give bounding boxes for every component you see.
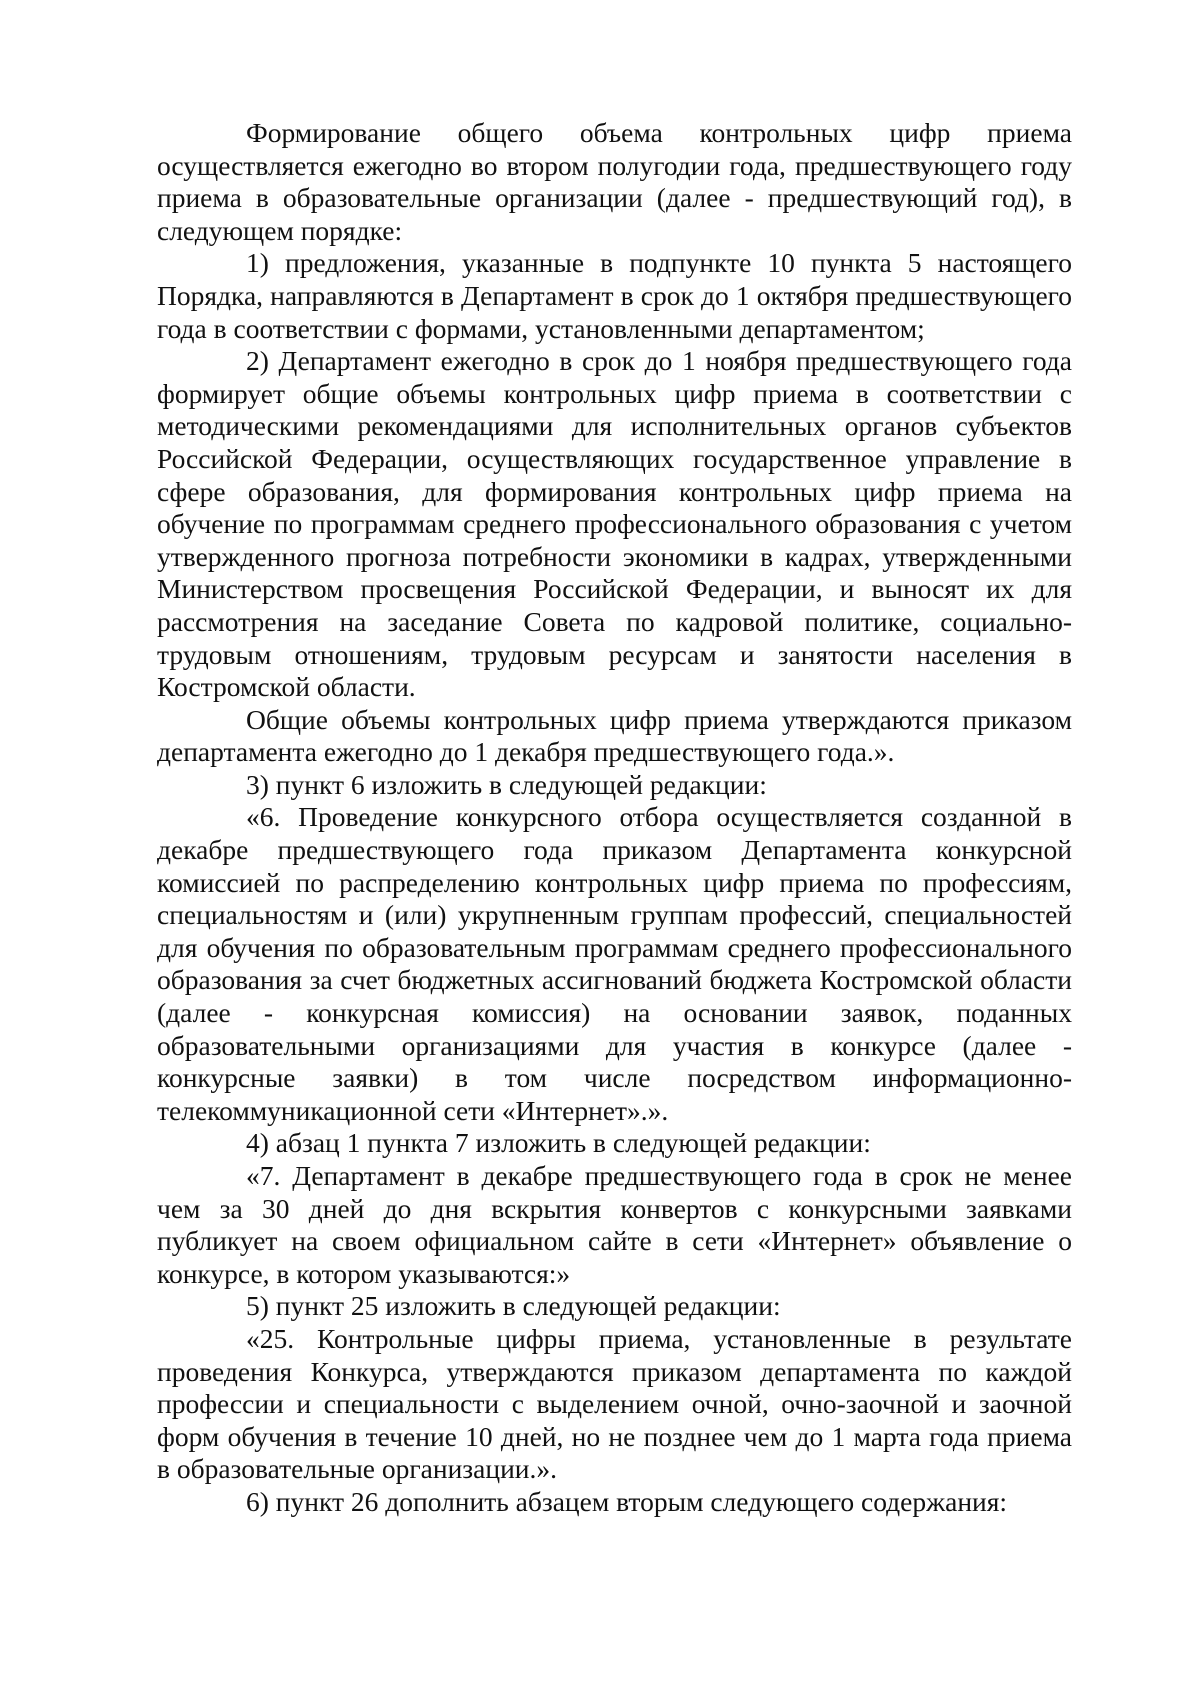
- document-body: [157, 117, 1072, 1519]
- paragraph-item-3: 3) пункт 6 изложить в следующей редакции:: [246, 768, 767, 800]
- paragraph-item-1: 1) предложения, указанные в подпункте 10 пункта 5 настоящего Порядка, направляются в Департамент в срок до 1 октября предшествующего года в соответствии с формами, установленными департаментом;: [157, 247, 1072, 344]
- paragraph-formation-order: Формирование общего объема контрольных цифр приема осуществляется ежегодно во втором полугодии года, предшествующего году приема в образовательные организации (далее - предшествующий год), в следующем порядке:: [157, 117, 1072, 246]
- paragraph-clause-6: «6. Проведение конкурсного отбора осуществляется созданной в декабре предшествующего года приказом Департамента конкурсной комиссией по распределению контрольных цифр приема по профессиям, специальностям и (или) укрупненным группам профессий, специальностей для обучения по образовательным программам среднего профессионального образования за счет бюджетных ассигнований бюджета Костромской области (далее - конкурсная комиссия) на основании заявок, поданных образовательными организациями для участия в конкурсе (далее - конкурсные заявки) в том числе посредством информационно-телекоммуникационной сети «Интернет».».: [157, 801, 1072, 1126]
- paragraph-item-2: 2) Департамент ежегодно в срок до 1 ноября предшествующего года формирует общие объемы контрольных цифр приема в соответствии с методическими рекомендациями для исполнительных органов субъектов Российской Федерации, осуществляющих государственное управление в сфере образования, для формирования контрольных цифр приема на обучение по программам среднего профессионального образования с учетом утвержденного прогноза потребности экономики в кадрах, утвержденными Министерством просвещения Российской Федерации, и выносят их для рассмотрения на заседание Совета по кадровой политике, социально-трудовым отношениям, трудовым ресурсам и занятости населения в Костромской области.: [157, 345, 1072, 703]
- paragraph-approval: Общие объемы контрольных цифр приема утверждаются приказом департамента ежегодно до 1 декабря предшествующего года.».: [157, 703, 1072, 768]
- paragraph-item-5: 5) пункт 25 изложить в следующей редакции:: [246, 1290, 781, 1322]
- paragraph-clause-25: «25. Контрольные цифры приема, установленные в результате проведения Конкурса, утверждаются приказом департамента по каждой профессии и специальности с выделением очной, очно-заочной и заочной форм обучения в течение 10 дней, но не позднее чем до 1 марта года приема в образовательные организации.».: [157, 1322, 1072, 1485]
- paragraph-item-6: 6) пункт 26 дополнить абзацем вторым следующего содержания:: [246, 1485, 1008, 1517]
- paragraph-clause-7: «7. Департамент в декабре предшествующего года в срок не менее чем за 30 дней до дня вскрытия конвертов с конкурсными заявками публикует на своем официальном сайте в сети «Интернет» объявление о конкурсе, в котором указываются:»: [157, 1160, 1072, 1289]
- paragraph-item-4: 4) абзац 1 пункта 7 изложить в следующей редакции:: [246, 1127, 871, 1159]
